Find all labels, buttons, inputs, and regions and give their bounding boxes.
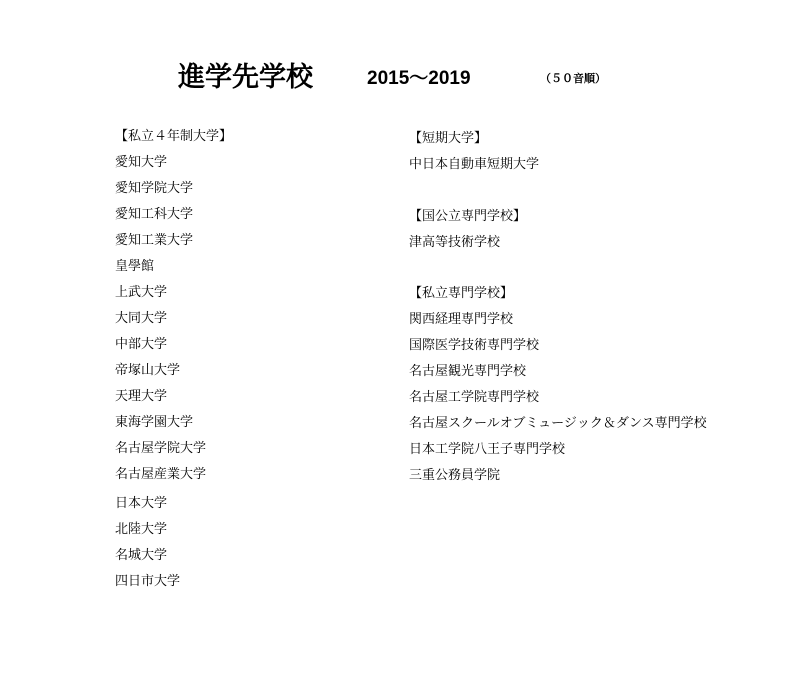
list-item: 津高等技術学校 <box>409 234 501 250</box>
list-item: 上武大学 <box>115 285 168 300</box>
list-item: 名古屋スクールオブミュージック＆ダンス専門学校 <box>409 416 707 431</box>
list-item: 東海学園大学 <box>115 415 194 430</box>
list-item: 名古屋学院大学 <box>115 441 207 456</box>
list-item: 日本工学院八王子専門学校 <box>409 442 566 457</box>
list-item: 国際医学技術専門学校 <box>409 338 540 353</box>
list-item: 天理大学 <box>115 389 168 404</box>
list-item: 愛知大学 <box>115 155 168 170</box>
list-item: 大同大学 <box>115 311 168 326</box>
list-item: 名古屋産業大学 <box>115 467 207 482</box>
year-range: 2015〜2019 <box>367 68 471 89</box>
list-item: 三重公務員学院 <box>409 468 501 483</box>
private-university-list <box>115 124 232 595</box>
list-item: 関西経理専門学校 <box>409 312 514 327</box>
page-title: 進学先学校 <box>178 62 313 93</box>
list-item: 名城大学 <box>115 548 168 563</box>
list-item: 中部大学 <box>115 337 168 352</box>
section-heading-national-vocational: 【国公立専門学校】 <box>409 208 527 224</box>
list-item: 北陸大学 <box>115 522 168 537</box>
list-item: 名古屋工学院専門学校 <box>409 390 540 405</box>
sort-order-note: （５０音順） <box>540 72 606 85</box>
list-item: 四日市大学 <box>115 574 181 589</box>
list-item: 愛知工業大学 <box>115 233 194 248</box>
section-heading-private-university: 【私立４年制大学】 <box>115 129 233 144</box>
list-item: 日本大学 <box>115 496 168 511</box>
list-item: 愛知学院大学 <box>115 181 194 196</box>
list-item: 愛知工科大学 <box>115 207 194 222</box>
list-item: 皇學館 <box>115 259 155 274</box>
other-school-list <box>409 126 707 489</box>
list-item: 名古屋観光専門学校 <box>409 364 527 379</box>
list-item: 帝塚山大学 <box>115 363 181 378</box>
section-heading-junior-college: 【短期大学】 <box>409 131 488 146</box>
list-item: 中日本自動車短期大学 <box>409 157 540 172</box>
section-heading-private-vocational: 【私立専門学校】 <box>409 286 514 301</box>
